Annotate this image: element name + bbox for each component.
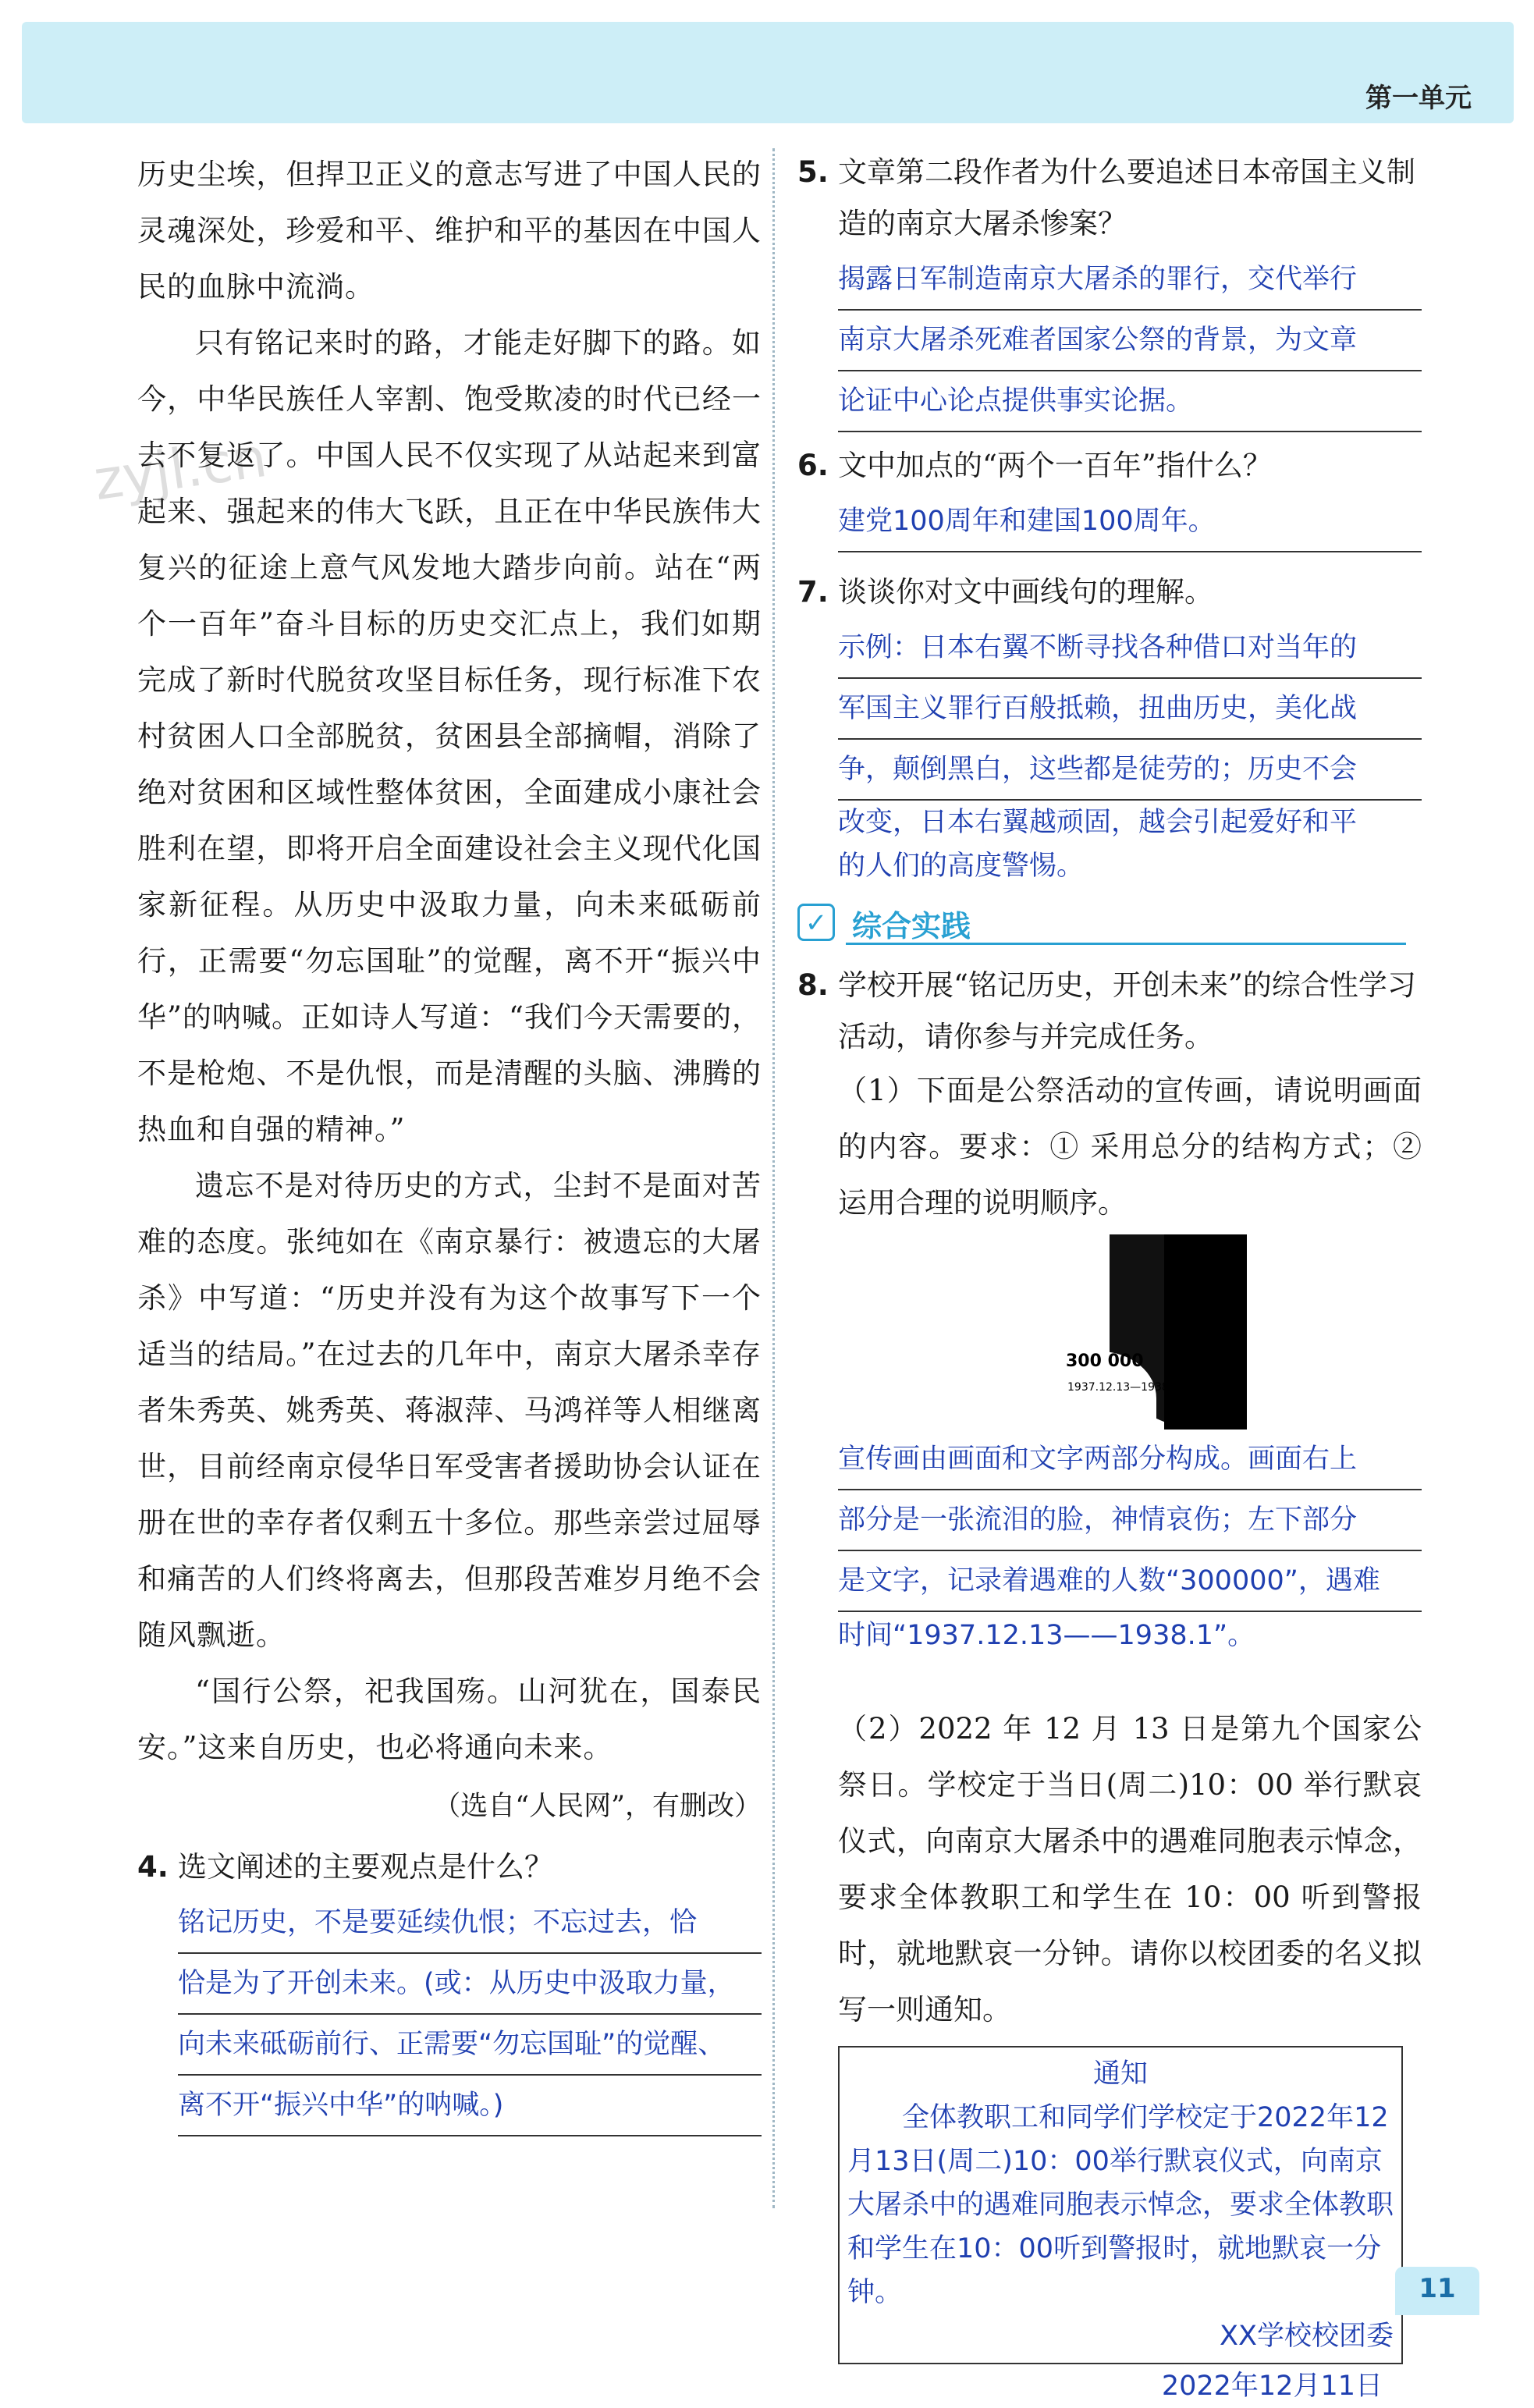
answer-line: 的人们的高度警惕。 <box>838 851 1085 882</box>
question-text: 学校开展“铭记历史，开创未来”的综合性学习活动，请你参与并完成任务。 <box>838 968 1416 1053</box>
answer-line: 改变，日本右翼越顽固，越会引起爱好和平 <box>838 807 1358 838</box>
left-column <box>137 147 762 2136</box>
answer-line: 建党100周年和建国100周年。 <box>838 492 1422 552</box>
answer-line: 争，颠倒黑白，这些都是徒劳的；历史不会 <box>838 740 1422 801</box>
question-5 <box>797 147 1422 250</box>
sub-question-2: （2）2022 年 12 月 13 日是第九个国家公祭日。学校定于当日(周二)10：00 举行默哀仪式，向南京大屠杀中的遇难同胞表示悼念，要求全体教职工和学生在 10：00 听到警报时，就地默哀一分钟。请你以校团委的名义拟写一则通知。 <box>838 1712 1422 2026</box>
answer-line: 向未来砥砺前行、正需要“勿忘国耻”的觉醒、 <box>178 2015 762 2076</box>
answer-8-1 <box>797 1430 1422 1659</box>
passage-paragraph-4: “国行公祭，祀我国殇。山河犹在，国泰民安。”这来自历史，也必将通向未来。 <box>137 1675 762 1764</box>
answer-7 <box>797 618 1422 888</box>
answer-line: 军国主义罪行百般抵赖，扭曲历史，美化战 <box>838 679 1422 740</box>
column-divider <box>772 148 775 2208</box>
watermark: zyjl.cn <box>90 424 271 513</box>
answer-line: 是文字，记录着遇难的人数“300000”，遇难 <box>838 1551 1422 1612</box>
answer-line: 恰是为了开创未来。(或：从历史中汲取力量， <box>178 1954 762 2015</box>
answer-line: 宣传画由画面和文字两部分构成。画面右上 <box>838 1430 1422 1490</box>
question-7 <box>797 566 1422 618</box>
sub-question-1: （1）下面是公祭活动的宣传画，请说明画面的内容。要求：① 采用总分的结构方式；② 运用合理的说明顺序。 <box>838 1074 1422 1220</box>
section-heading <box>797 899 1422 946</box>
right-column <box>797 147 1422 2408</box>
question-number: 5. <box>797 155 829 189</box>
notice-title: 通知 <box>1092 2058 1148 2090</box>
question-text: 谈谈你对文中画线句的理解。 <box>838 575 1213 609</box>
answer-6 <box>797 492 1422 552</box>
page-number-badge <box>1395 2267 1479 2315</box>
answer-line: 南京大屠杀死难者国家公祭的背景，为文章 <box>838 311 1422 371</box>
answer-line: 离不开“振兴中华”的呐喊。) <box>178 2076 762 2136</box>
poster-dates: 1937.12.13—1938.1 <box>1067 1381 1180 1394</box>
answer-line: 部分是一张流泪的脸，神情哀伤；左下部分 <box>838 1490 1422 1551</box>
answer-line: 示例：日本右翼不断寻找各种借口对当年的 <box>838 618 1422 679</box>
notice-date: 2022年12月11日 <box>1161 2371 1383 2402</box>
section-title: 综合实践 <box>852 909 971 943</box>
passage-paragraph-3: 遗忘不是对待历史的方式，尘封不是面对苦难的态度。张纯如在《南京暴行：被遗忘的大屠杀》中写道：“历史并没有为这个故事写下一个适当的结局。”在过去的几年中，南京大屠杀幸存者朱秀英、姚秀英、蒋淑萍、马鸿祥等人相继离世，目前经南京侵华日军受害者援助协会认证在册在世的幸存者仅剩五十多位。那些亲尝过屈辱和痛苦的人们终将离去，但那段苦难岁月绝不会随风飘逝。 <box>137 1169 762 1652</box>
question-number: 4. <box>137 1850 169 1884</box>
notice-signature: XX学校校团委 <box>1220 2321 1394 2352</box>
question-6 <box>797 440 1422 492</box>
notice-body: 全体教职工和同学们学校定于2022年12月13日(周二)10：00举行默哀仪式，向南京大屠杀中的遇难同胞表示悼念，要求全体教职和学生在10：00听到警报时，就地默哀一分钟。 <box>847 2102 1394 2308</box>
poster-victim-count: 300 000 <box>1066 1351 1144 1371</box>
question-text: 文中加点的“两个一百年”指什么？ <box>838 449 1272 482</box>
check-icon: ✓ <box>797 904 835 941</box>
question-8 <box>797 960 1422 1063</box>
question-number: 8. <box>797 968 829 1002</box>
question-number: 7. <box>797 575 829 609</box>
answer-line: 时间“1937.12.13——1938.1”。 <box>838 1620 1255 1651</box>
page-number: 11 <box>1419 2273 1456 2304</box>
passage-paragraph-2: 只有铭记来时的路，才能走好脚下的路。如今，中华民族任人宰割、饱受欺凌的时代已经一去不复返了。中国人民不仅实现了从站起来到富起来、强起来的伟大飞跃，且正在中华民族伟大复兴的征途上意气风发地大踏步向前。站在“两个一百年”奋斗目标的历史交汇点上，我们如期完成了新时代脱贫攻坚目标任务，现行标准下农村贫困人口全部脱贫，贫困县全部摘帽，消除了绝对贫困和区域性整体贫困，全面建成小康社会胜利在望，即将开启全面建设社会主义现代化国家新征程。从历史中汲取力量，向未来砥砺前行，正需要“勿忘国耻”的觉醒，离不开“振兴中华”的呐喊。正如诗人写道：“我们今天需要的，不是枪炮、不是仇恨，而是清醒的头脑、沸腾的热血和自强的精神。” <box>137 326 762 1146</box>
section-rule <box>846 943 1406 945</box>
answer-line: 论证中心论点提供事实论据。 <box>838 371 1422 432</box>
passage-source: （选自“人民网”，有删改） <box>433 1791 762 1822</box>
answer-5 <box>797 250 1422 432</box>
question-4 <box>137 1842 762 1893</box>
answer-line: 铭记历史，不是要延续仇恨；不忘过去，恰 <box>178 1893 762 1954</box>
notice-box <box>838 2046 1403 2364</box>
poster-shadow <box>1164 1234 1247 1430</box>
memorial-poster <box>1063 1234 1247 1430</box>
answer-4 <box>137 1893 762 2136</box>
question-text: 文章第二段作者为什么要追述日本帝国主义制造的南京大屠杀惨案？ <box>838 155 1415 240</box>
answer-line: 揭露日军制造南京大屠杀的罪行，交代举行 <box>838 250 1422 311</box>
unit-title: 第一单元 <box>1365 83 1472 114</box>
passage-paragraph-1: 历史尘埃，但捍卫正义的意志写进了中国人民的灵魂深处，珍爱和平、维护和平的基因在中国人民的血脉中流淌。 <box>137 158 762 304</box>
question-number: 6. <box>797 449 829 482</box>
header-band <box>22 22 1514 123</box>
question-text: 选文阐述的主要观点是什么？ <box>178 1850 553 1884</box>
